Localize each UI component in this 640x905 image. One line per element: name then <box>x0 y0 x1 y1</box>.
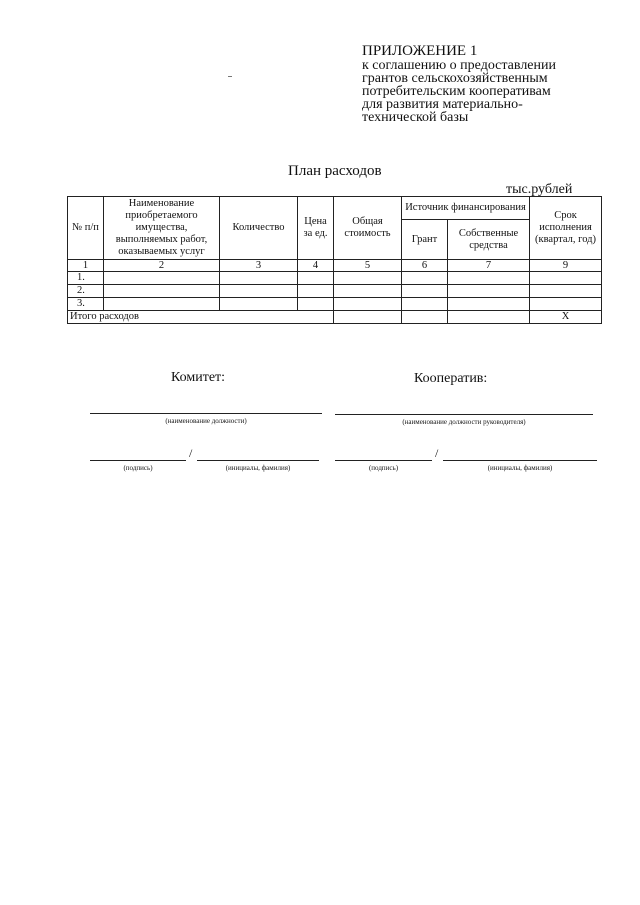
column-number: 9 <box>530 260 602 272</box>
committee-position-caption: (наименование должности) <box>165 417 247 425</box>
appendix-line: грантов сельскохозяйственным <box>362 71 548 86</box>
header-funding-source: Источник финансирования <box>402 197 530 220</box>
header-total-cost: Общая стоимость <box>334 197 402 260</box>
table-cell <box>104 298 220 311</box>
table-cell <box>298 285 334 298</box>
cooperative-slash: / <box>435 446 439 460</box>
committee-position-line <box>90 413 322 414</box>
committee-sign-caption: (подпись) <box>123 464 153 472</box>
table-cell <box>220 298 298 311</box>
expense-plan-table <box>67 196 602 324</box>
committee-name-line <box>197 460 319 461</box>
table-cell <box>448 285 530 298</box>
cooperative-signature-line <box>335 460 432 461</box>
appendix-line: потребительским кооперативам <box>362 84 551 99</box>
column-number: 1 <box>68 260 104 272</box>
committee-signature-line <box>90 460 186 461</box>
column-number: 7 <box>448 260 530 272</box>
appendix-block <box>362 44 632 124</box>
header-term: Срок исполнения (квартал, год) <box>530 197 602 260</box>
table-cell <box>402 298 448 311</box>
header-own-funds: Собственные средства <box>448 220 530 260</box>
cooperative-name-caption: (инициалы, фамилия) <box>487 464 553 472</box>
cooperative-position-line <box>335 414 593 415</box>
table-row <box>68 272 602 285</box>
row-index: 3. <box>68 298 104 311</box>
table-cell <box>220 285 298 298</box>
total-label: Итого расходов <box>68 311 334 324</box>
header-quantity: Количество <box>220 197 298 260</box>
table-cell <box>402 285 448 298</box>
cooperative-name-line <box>443 460 597 461</box>
committee-slash: / <box>189 446 193 460</box>
appendix-line: технической базы <box>362 110 469 125</box>
table-cell <box>448 298 530 311</box>
units-label: тыс.рублей <box>506 182 573 197</box>
header-num: № п/п <box>68 197 104 260</box>
table-cell <box>530 298 602 311</box>
table-cell <box>448 272 530 285</box>
table-row <box>68 298 602 311</box>
column-number: 4 <box>298 260 334 272</box>
header-price: Цена за ед. <box>298 197 334 260</box>
column-number: 3 <box>220 260 298 272</box>
table-cell <box>104 272 220 285</box>
table-cell <box>298 272 334 285</box>
table-cell <box>530 272 602 285</box>
scan-speck <box>228 76 232 77</box>
table-cell <box>530 285 602 298</box>
header-name: Наименование приобретаемого имущества, выполняемых работ, оказываемых услуг <box>104 197 220 260</box>
appendix-line: для развития материально- <box>362 97 523 112</box>
column-number: 6 <box>402 260 448 272</box>
table-cell <box>334 311 402 324</box>
table-cell <box>220 272 298 285</box>
table-cell <box>104 285 220 298</box>
column-number: 2 <box>104 260 220 272</box>
table-cell <box>402 311 448 324</box>
plan-title: План расходов <box>288 163 382 179</box>
appendix-title: ПРИЛОЖЕНИЕ 1 <box>362 43 478 59</box>
header-grant: Грант <box>402 220 448 260</box>
table-cell <box>298 298 334 311</box>
table-cell <box>334 285 402 298</box>
row-index: 2. <box>68 285 104 298</box>
table-cell <box>334 272 402 285</box>
committee-heading: Комитет: <box>171 370 226 385</box>
cooperative-position-caption: (наименование должности руководителя) <box>402 418 526 426</box>
appendix-line: к соглашению о предоставлении <box>362 58 556 73</box>
column-number: 5 <box>334 260 402 272</box>
committee-name-caption: (инициалы, фамилия) <box>225 464 291 472</box>
table-cell <box>334 298 402 311</box>
total-term-value: X <box>530 311 602 324</box>
row-index: 1. <box>68 272 104 285</box>
cooperative-sign-caption: (подпись) <box>368 464 399 472</box>
table-cell <box>448 311 530 324</box>
table-row <box>68 285 602 298</box>
total-row <box>68 311 602 324</box>
table-cell <box>402 272 448 285</box>
cooperative-heading: Кооператив: <box>414 371 488 386</box>
